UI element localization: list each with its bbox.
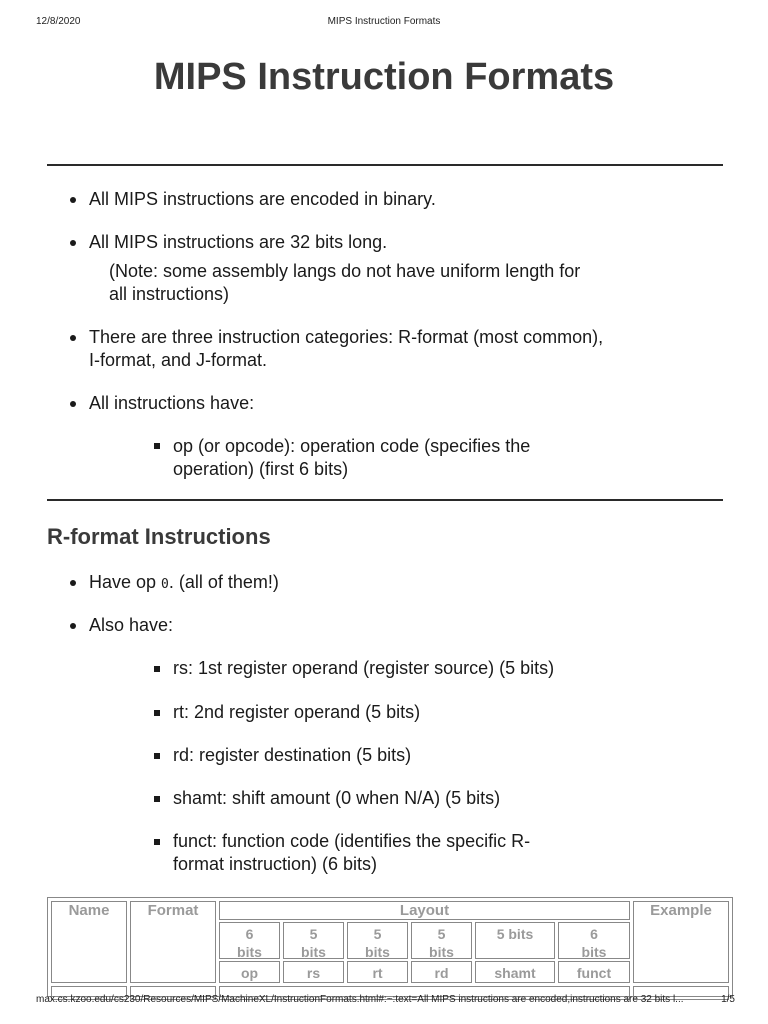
header-layout: Layout bbox=[219, 901, 630, 920]
bits-cell: 5 bits bbox=[283, 922, 344, 959]
divider bbox=[47, 499, 723, 501]
page-number: 1/5 bbox=[721, 994, 735, 1005]
field-item: shamt: shift amount (0 when N/A) (5 bits) bbox=[173, 788, 501, 808]
sub-list-item-continuation: operation) (first 6 bits) bbox=[173, 459, 349, 479]
field-item: rd: register destination (5 bits) bbox=[173, 745, 412, 765]
field-name-cell: rt bbox=[347, 961, 408, 983]
bullet bbox=[70, 197, 76, 203]
bits-cell: 5 bits bbox=[475, 922, 555, 959]
field-name-cell: shamt bbox=[475, 961, 555, 983]
field-name-cell: funct bbox=[558, 961, 630, 983]
bullet bbox=[70, 335, 76, 341]
square-bullet bbox=[154, 753, 160, 759]
format-table bbox=[47, 897, 733, 997]
field-item-continuation: format instruction) (6 bits) bbox=[173, 854, 378, 874]
square-bullet bbox=[154, 443, 160, 449]
page-title: MIPS Instruction Formats bbox=[153, 56, 615, 98]
list-item bbox=[89, 571, 279, 596]
have-op-suffix: . (all of them!) bbox=[168, 572, 279, 592]
list-item: Also have: bbox=[89, 615, 174, 635]
field-item: rt: 2nd register operand (5 bits) bbox=[173, 702, 421, 722]
list-item-continuation: I-format, and J-format. bbox=[89, 350, 268, 370]
list-item: All MIPS instructions are 32 bits long. bbox=[89, 232, 388, 252]
bits-cell: 5 bits bbox=[347, 922, 408, 959]
square-bullet bbox=[154, 839, 160, 845]
list-item: There are three instruction categories: R-format (most common), bbox=[89, 327, 604, 347]
square-bullet bbox=[154, 666, 160, 672]
note-text: all instructions) bbox=[109, 284, 230, 304]
print-date: 12/8/2020 bbox=[36, 16, 81, 27]
bits-cell: 6 bits bbox=[219, 922, 280, 959]
print-footer bbox=[0, 994, 768, 1008]
square-bullet bbox=[154, 710, 160, 716]
bits-cell: 6 bits bbox=[558, 922, 630, 959]
field-name-cell: rs bbox=[283, 961, 344, 983]
print-url[interactable]: max.cs.kzoo.edu/cs230/Resources/MIPS/MachineXL/InstructionFormats.html#:~:text=All MIPS instructions are encoded,instructions are 32 bits l... bbox=[36, 994, 684, 1005]
note-text: (Note: some assembly langs do not have uniform length for bbox=[109, 261, 581, 281]
bullet bbox=[70, 401, 76, 407]
field-name-cell: rd bbox=[411, 961, 472, 983]
field-item: rs: 1st register operand (register source) (5 bits) bbox=[173, 658, 555, 678]
divider bbox=[47, 164, 723, 166]
list-item: All instructions have: bbox=[89, 393, 255, 413]
have-op-prefix: Have op bbox=[89, 572, 162, 592]
section-heading: R-format Instructions bbox=[47, 524, 271, 549]
header-example: Example bbox=[633, 901, 729, 983]
bullet bbox=[70, 623, 76, 629]
header-name: Name bbox=[51, 901, 127, 983]
sub-list-item: op (or opcode): operation code (specifies the bbox=[173, 436, 531, 456]
square-bullet bbox=[154, 796, 160, 802]
print-header bbox=[0, 16, 768, 30]
list-item: All MIPS instructions are encoded in binary. bbox=[89, 189, 436, 209]
field-name-cell: op bbox=[219, 961, 280, 983]
field-item: funct: function code (identifies the specific R- bbox=[173, 831, 531, 851]
opcode-zero: 0 bbox=[161, 577, 169, 592]
bullet bbox=[70, 580, 76, 586]
header-format: Format bbox=[130, 901, 216, 983]
bullet bbox=[70, 240, 76, 246]
print-doc-title: MIPS Instruction Formats bbox=[327, 16, 441, 27]
bits-cell: 5 bits bbox=[411, 922, 472, 959]
